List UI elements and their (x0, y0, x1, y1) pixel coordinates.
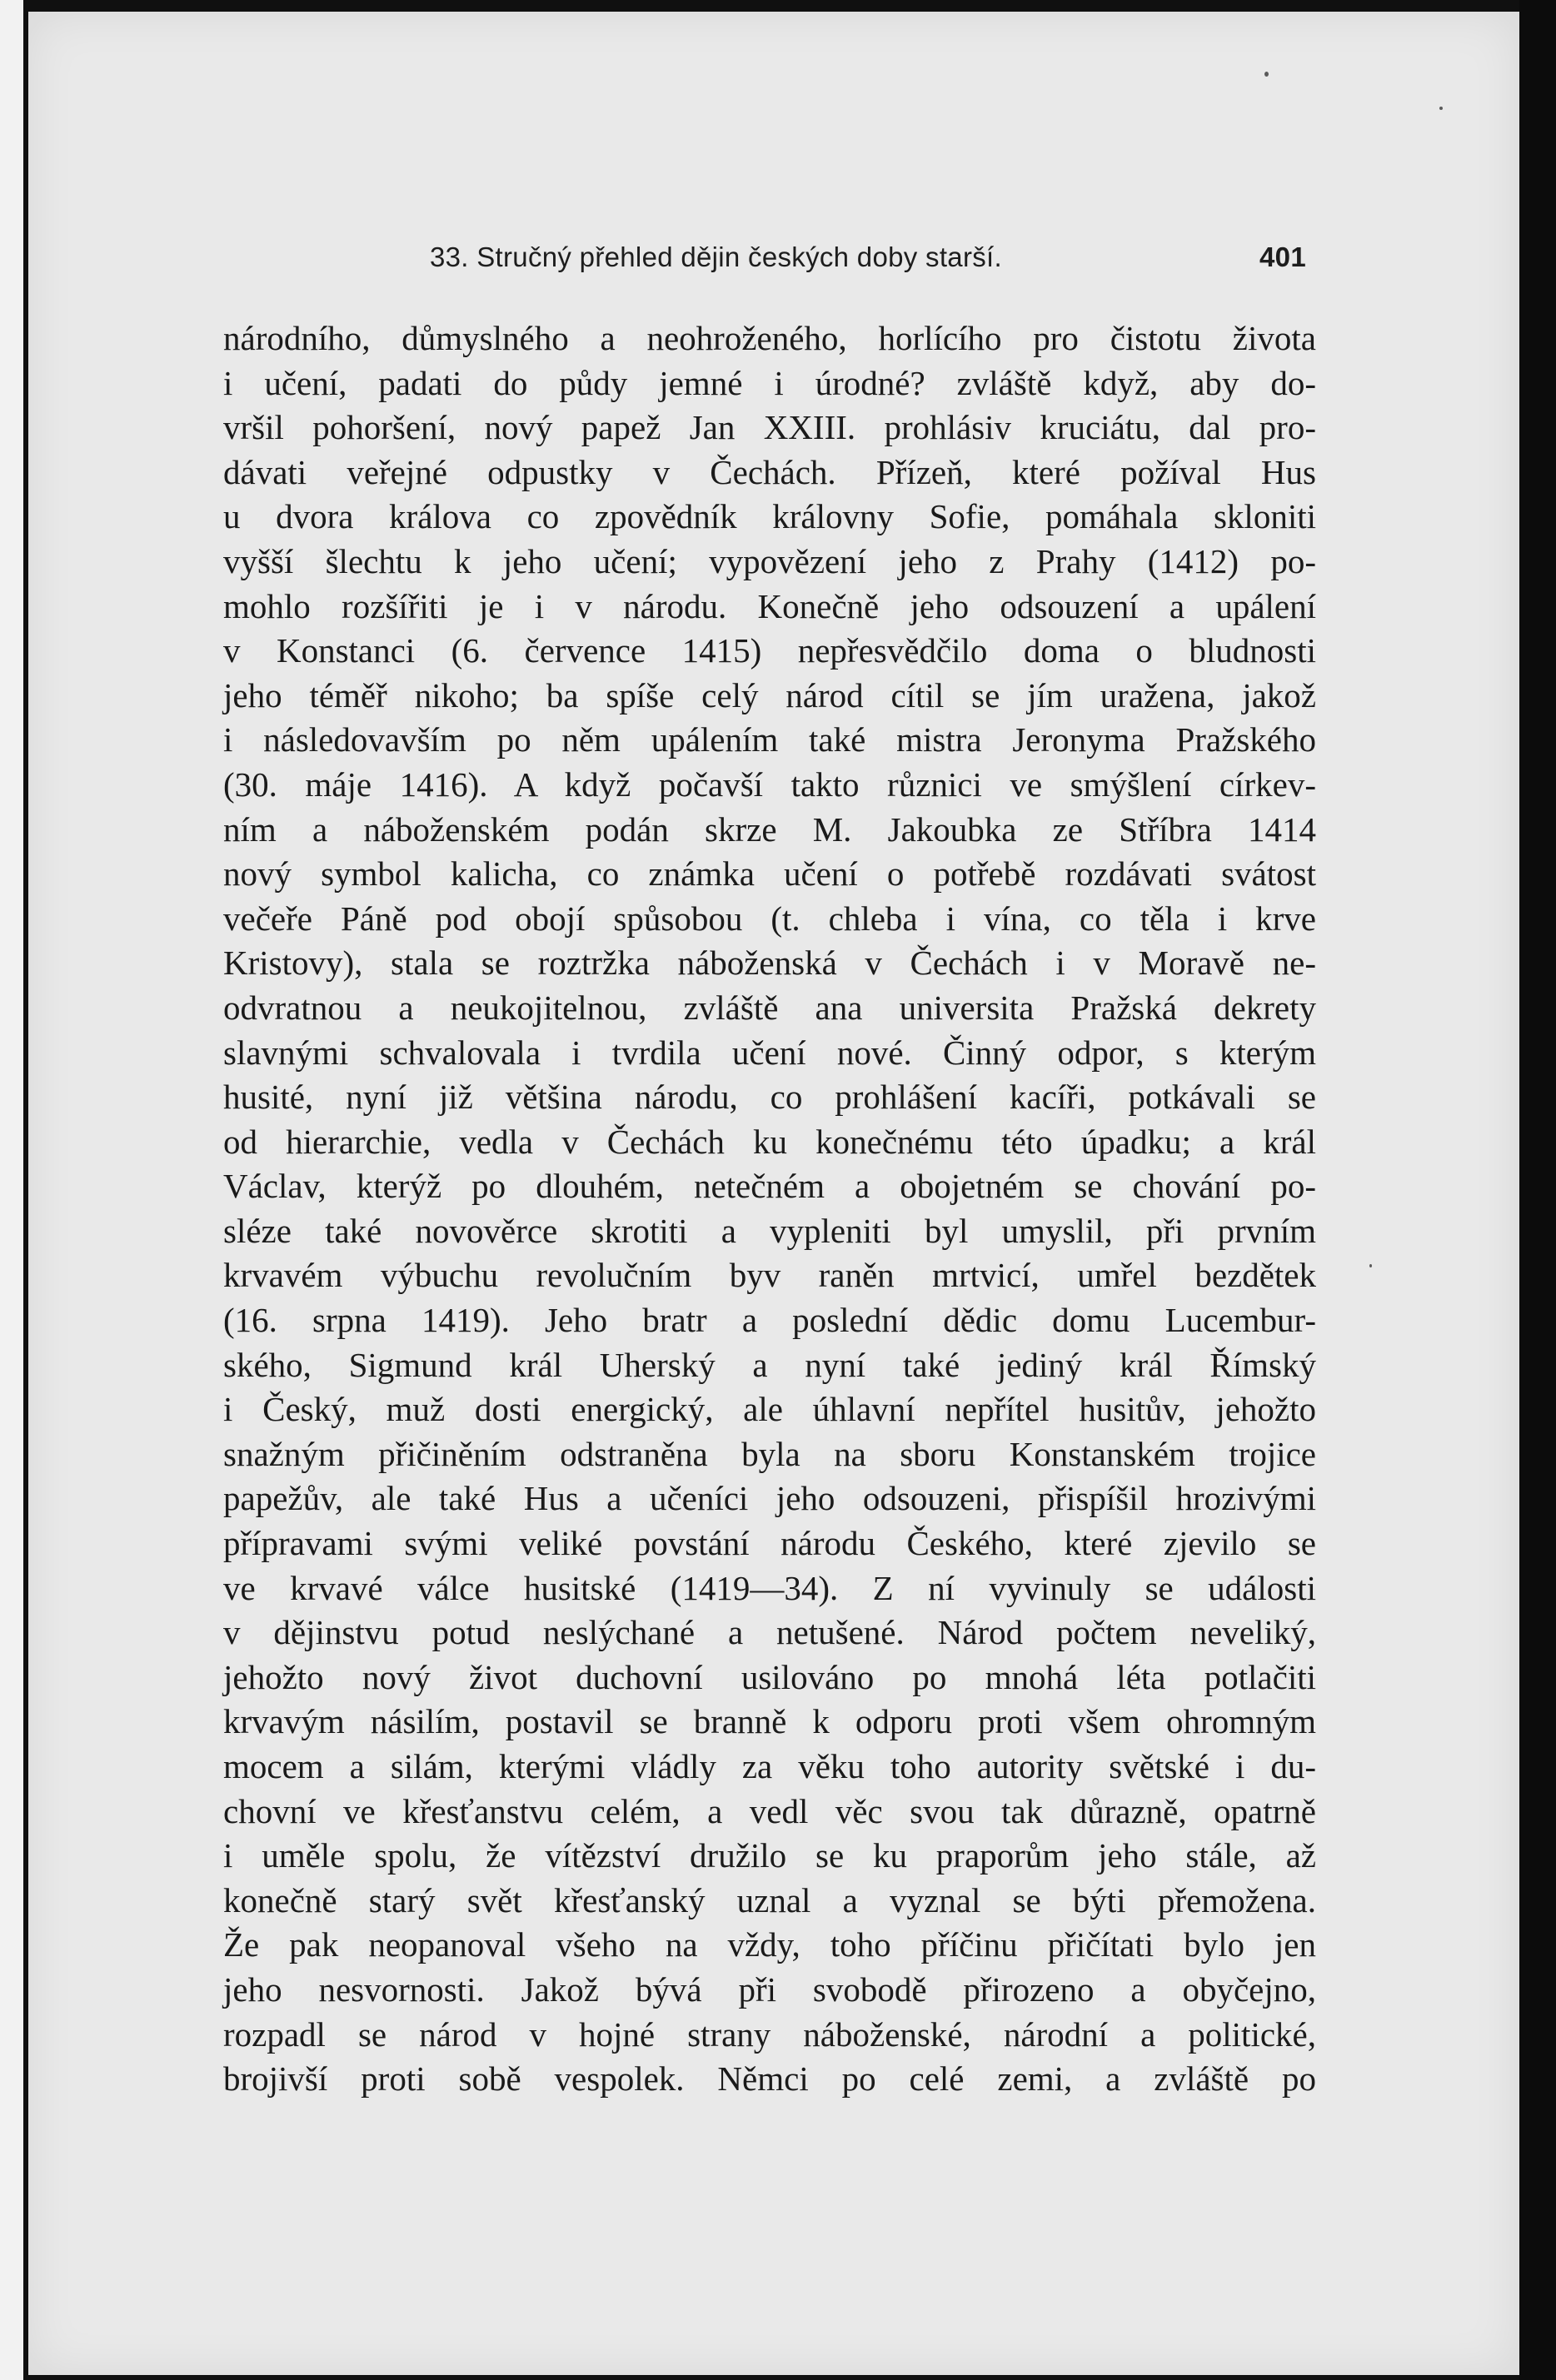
body-text (223, 316, 1316, 2102)
text-line: chovní ve křesťanstvu celém, a vedl věc svou tak důrazně, opatrně (223, 1791, 1316, 1830)
text-line: konečně starý svět křesťanský uznal a vyznal se býti přemožena. (223, 1880, 1316, 1919)
running-title: 33. Stručný přehled dějin českých doby starší. (430, 241, 1002, 272)
text-line: národního, důmyslného a neohroženého, horlícího pro čistotu života (223, 319, 1316, 357)
dust-speck (1439, 107, 1443, 110)
text-line: ského, Sigmund král Uherský a nyní také jediný král Římský (223, 1345, 1316, 1384)
text-line: od hierarchie, vedla v Čechách ku konečnému této úpadku; a král (223, 1122, 1316, 1161)
text-line: ve krvavé válce husitské (1419—34). Z ní vyvinuly se události (223, 1568, 1316, 1607)
text-line: odvratnou a neukojitelnou, zvláště ana universita Pražská dekrety (223, 988, 1316, 1027)
text-line: Kristovy), stala se roztržka náboženská v Čechách i v Moravě ne- (223, 944, 1316, 983)
text-line: (16. srpna 1419). Jeho bratr a poslední dědic domu Lucembur- (223, 1301, 1316, 1340)
text-line: Že pak neopanoval všeho na vždy, toho příčinu přičítati bylo jen (223, 1925, 1316, 1964)
text-line: snažným přičiněním odstraněna byla na sboru Konstanském trojice (223, 1434, 1316, 1473)
text-line: v Konstanci (6. července 1415) nepřesvědčilo doma o bludnosti (223, 631, 1316, 670)
text-line: slavnými schvalovala i tvrdila učení nové. Činný odpor, s kterým (223, 1033, 1316, 1072)
text-line: nový symbol kalicha, co známka učení o potřebě rozdávati svátost (223, 854, 1316, 894)
text-line: husité, nyní již většina národu, co prohlášení kacíři, potkávali se (223, 1078, 1316, 1117)
text-line: Václav, kterýž po dlouhém, netečném a obojetném se chování po- (223, 1167, 1316, 1206)
text-line: dávati veřejné odpustky v Čechách. Přízeň, které požíval Hus (223, 452, 1316, 491)
page-number: 401 (1259, 241, 1306, 272)
text-line: jehožto nový život duchovní usilováno po mnohá léta potlačiti (223, 1657, 1316, 1696)
text-line: papežův, ale také Hus a učeníci jeho odsouzeni, přispíšil hrozivými (223, 1479, 1316, 1518)
text-line: (30. máje 1416). A když počavší takto různici ve smýšlení církev- (223, 764, 1316, 804)
dust-speck (1264, 72, 1269, 77)
text-line: brojivší proti sobě vespolek. Němci po celé zemi, a zvláště po (223, 2059, 1316, 2099)
text-line: jeho nesvornosti. Jakož bývá při svobodě přirozeno a obyčejno, (223, 1969, 1316, 2009)
scan-left-margin (0, 0, 23, 2380)
scan-right-border (1519, 0, 1556, 2380)
text-line: i učení, padati do půdy jemné i úrodné? zvláště když, aby do- (223, 363, 1316, 402)
text-line: krvavým násilím, postavil se branně k odporu proti všem ohromným (223, 1702, 1316, 1741)
text-line: vyšší šlechtu k jeho učení; vypovězení jeho z Prahy (1412) po- (223, 541, 1316, 580)
text-line: v dějinstvu potud neslýchané a netušené. Národ počtem neveliký, (223, 1613, 1316, 1652)
text-line: u dvora králova co zpovědník královny Sofie, pomáhala skloniti (223, 497, 1316, 536)
text-line: mocem a silám, kterými vládly za věku toho autority světské i du- (223, 1747, 1316, 1785)
text-line: mohlo rozšířiti je i v národu. Konečně jeho odsouzení a upálení (223, 586, 1316, 625)
text-line: krvavém výbuchu revolučním byv raněn mrtvicí, umřel bezdětek (223, 1256, 1316, 1295)
text-line: večeře Páně pod obojí spůsobou (t. chleba i vína, co těla i krve (223, 899, 1316, 938)
text-line: jeho téměř nikoho; ba spíše celý národ cítil se jím uražena, jakož (223, 675, 1316, 714)
text-line: ním a náboženském podán skrze M. Jakoubka ze Stříbra 1414 (223, 809, 1316, 849)
text-line: i následovavším po něm upálením také mistra Jeronyma Pražského (223, 720, 1316, 759)
text-line: vršil pohoršení, nový papež Jan XXIII. prohlásiv kruciátu, dal pro- (223, 408, 1316, 447)
dust-speck (1369, 1264, 1372, 1267)
text-line: přípravami svými veliké povstání národu Českého, které zjevilo se (223, 1524, 1316, 1563)
text-line: sléze také novověrce skrotiti a vypleniti byl umyslil, při prvním (223, 1211, 1316, 1250)
text-line: i uměle spolu, že vítězství družilo se ku praporům jeho stále, až (223, 1836, 1316, 1875)
text-line: i Český, muž dosti energický, ale úhlavní nepřítel husitův, jehožto (223, 1390, 1316, 1429)
text-line: rozpadl se národ v hojné strany náboženské, národní a politické, (223, 2014, 1316, 2054)
